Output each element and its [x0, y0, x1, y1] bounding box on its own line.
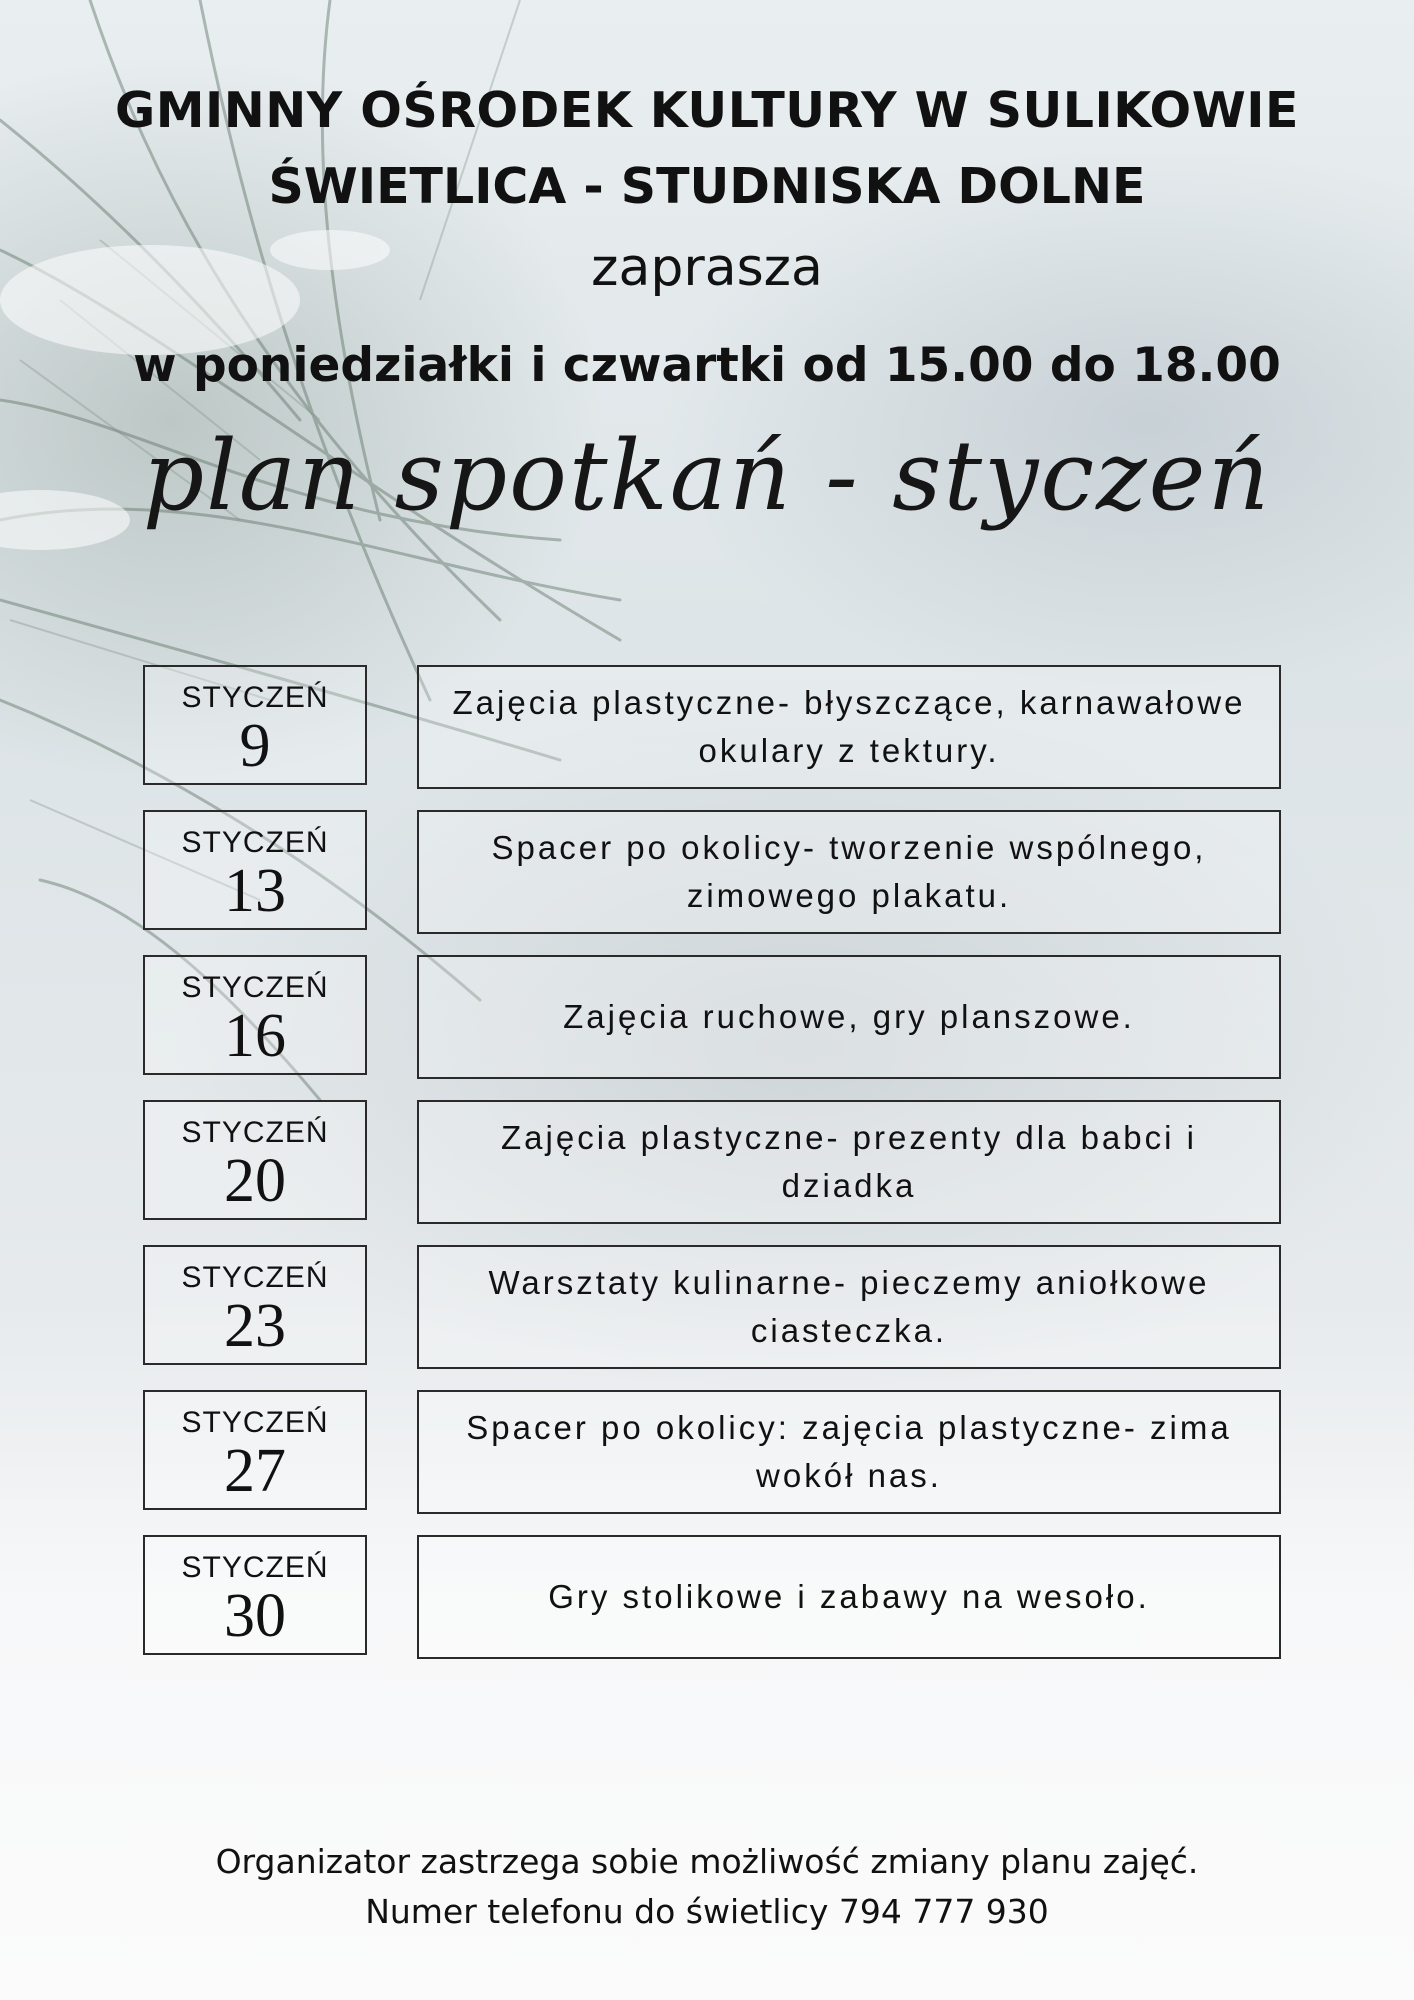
schedule-row	[0, 1245, 1414, 1369]
activity-description: Zajęcia plastyczne- prezenty dla babci i dziadka	[501, 1119, 1197, 1204]
venue-name: ŚWIETLICA - STUDNISKA DOLNE	[268, 158, 1146, 215]
date-box	[143, 955, 367, 1075]
date-day: 20	[224, 1147, 286, 1215]
date-box	[143, 665, 367, 785]
phone-number-text: Numer telefonu do świetlicy 794 777 930	[365, 1892, 1049, 1931]
schedule-row	[0, 1100, 1414, 1224]
date-day: 30	[224, 1582, 286, 1650]
activity-box	[417, 1245, 1281, 1369]
date-day: 9	[239, 712, 271, 780]
disclaimer-text: Organizator zastrzega sobie możliwość zmiany planu zajęć.	[215, 1842, 1199, 1881]
schedule-row	[0, 1535, 1414, 1659]
organization-name: GMINNY OŚRODEK KULTURY W SULIKOWIE	[115, 82, 1299, 139]
date-day: 27	[224, 1437, 286, 1505]
activity-description: Gry stolikowe i zabawy na wesoło.	[548, 1578, 1150, 1615]
date-day: 23	[224, 1292, 286, 1360]
date-month: STYCZEŃ	[181, 1406, 329, 1439]
activity-box	[417, 1535, 1281, 1659]
activity-description: Spacer po okolicy: zajęcia plastyczne- zima wokół nas.	[466, 1409, 1232, 1494]
activity-description: Warsztaty kulinarne- pieczemy aniołkowe ciasteczka.	[488, 1264, 1210, 1349]
date-box	[143, 810, 367, 930]
invite-text: zaprasza	[591, 238, 823, 298]
activity-box	[417, 1100, 1281, 1224]
date-month: STYCZEŃ	[181, 681, 329, 714]
activity-box	[417, 955, 1281, 1079]
date-box	[143, 1245, 367, 1365]
date-day: 16	[224, 1002, 286, 1070]
date-box	[143, 1100, 367, 1220]
date-month: STYCZEŃ	[181, 826, 329, 859]
activity-description: Zajęcia plastyczne- błyszczące, karnawałowe okulary z tektury.	[452, 684, 1246, 769]
activity-description: Spacer po okolicy- tworzenie wspólnego, zimowego plakatu.	[491, 829, 1207, 914]
date-month: STYCZEŃ	[181, 1261, 329, 1294]
schedule-row	[0, 665, 1414, 789]
activity-box	[417, 1390, 1281, 1514]
opening-hours: w poniedziałki i czwartki od 15.00 do 18.00	[133, 338, 1281, 393]
page-title: plan spotkań - styczeń	[142, 420, 1272, 532]
date-box	[143, 1390, 367, 1510]
activity-box	[417, 665, 1281, 789]
schedule-row	[0, 1390, 1414, 1514]
activity-description: Zajęcia ruchowe, gry planszowe.	[563, 998, 1135, 1035]
schedule-row	[0, 955, 1414, 1079]
date-box	[143, 1535, 367, 1655]
date-day: 13	[224, 857, 286, 925]
date-month: STYCZEŃ	[181, 1551, 329, 1584]
schedule-row	[0, 810, 1414, 934]
date-month: STYCZEŃ	[181, 971, 329, 1004]
activity-box	[417, 810, 1281, 934]
date-month: STYCZEŃ	[181, 1116, 329, 1149]
